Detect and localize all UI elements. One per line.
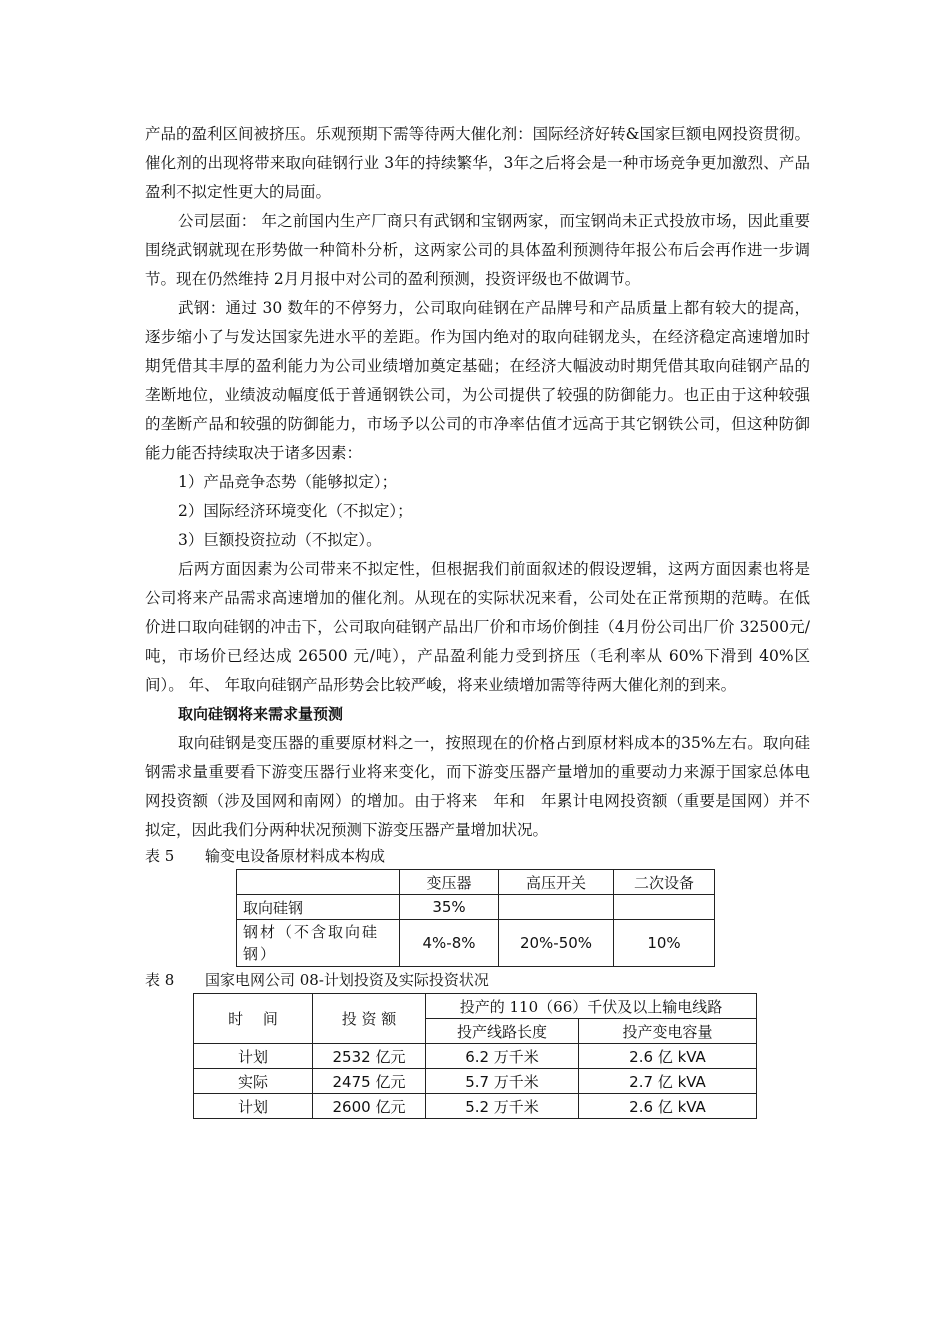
table-8-title: 国家电网公司 08-计划投资及实际投资状况 bbox=[205, 971, 489, 989]
table-5-caption bbox=[145, 845, 810, 867]
list-item: 2）国际经济环境变化（不拟定）； bbox=[178, 502, 413, 520]
table-row bbox=[237, 895, 715, 920]
table-header-cell: 投产变电容量 bbox=[579, 1019, 757, 1044]
table-5-number: 表 5 bbox=[145, 847, 175, 865]
table-cell: 2532 亿元 bbox=[313, 1044, 426, 1069]
table-8-caption bbox=[145, 969, 810, 991]
table-row bbox=[194, 1094, 757, 1119]
table-cell bbox=[499, 895, 614, 920]
paragraph-outlook: 后两方面因素为公司带来不拟定性，但根据我们前面叙述的假设逻辑，这两方面因素也将是公司将来产品需求高速增加的催化剂。从现在的实际状况来看，公司处在正常预期的范畴。在低价进口取向硅钢的冲击下，公司取向硅钢产品出厂价和市场价倒挂（4月份公司出厂价 32500元/吨，市场价已经达成 26500 元/吨），产品盈利能力受到挤压（毛利率从 60%下滑到 40%区间）。 年、 年取向硅钢产品形势会比较严峻，将来业绩增加需等待两大催化剂的到来。 bbox=[145, 560, 810, 694]
table-header-cell: 投产的 110（66）千伏及以上输电线路 bbox=[426, 994, 757, 1019]
table-header-cell: 时 间 bbox=[194, 994, 313, 1044]
table-row bbox=[194, 1069, 757, 1094]
table-cell: 实际 bbox=[194, 1069, 313, 1094]
table-header-cell bbox=[237, 870, 400, 895]
table-row bbox=[237, 920, 715, 967]
table-header-cell: 二次设备 bbox=[614, 870, 715, 895]
paragraph-1: 产品的盈利区间被挤压。乐观预期下需等待两大催化剂：国际经济好转&国家巨额电网投资贯彻。催化剂的出现将带来取向硅钢行业 3年的持续繁华，3年之后将会是一种市场竞争更加激烈、产品盈利不拟定性更大的局面。 bbox=[145, 125, 810, 201]
table-cell: 4%-8% bbox=[400, 920, 499, 967]
table-row bbox=[194, 1044, 757, 1069]
table-cell: 5.2 万千米 bbox=[426, 1094, 579, 1119]
table-cell: 取向硅钢 bbox=[237, 895, 400, 920]
table-header-row bbox=[194, 994, 757, 1019]
paragraph-company-level: 公司层面： 年之前国内生产厂商只有武钢和宝钢两家，而宝钢尚未正式投放市场，因此重要围绕武钢就现在形势做一种简朴分析，这两家公司的具体盈利预测待年报公布后会再作进一步调节。现在仍然维持 2月月报中对公司的盈利预测，投资评级也不做调节。 bbox=[145, 212, 810, 288]
table-8-number: 表 8 bbox=[145, 971, 175, 989]
table-cell: 计划 bbox=[194, 1094, 313, 1119]
table-8 bbox=[193, 993, 757, 1119]
table-header-row bbox=[237, 870, 715, 895]
table-header-cell: 高压开关 bbox=[499, 870, 614, 895]
table-header-cell: 投 资 额 bbox=[313, 994, 426, 1044]
table-header-cell: 变压器 bbox=[400, 870, 499, 895]
table-cell: 钢材（不含取向硅钢） bbox=[237, 920, 400, 967]
table-cell: 5.7 万千米 bbox=[426, 1069, 579, 1094]
section-heading: 取向硅钢将来需求量预测 bbox=[178, 705, 344, 723]
table-cell: 计划 bbox=[194, 1044, 313, 1069]
table-cell: 20%-50% bbox=[499, 920, 614, 967]
table-cell: 2.6 亿 kVA bbox=[579, 1044, 757, 1069]
list-item: 1）产品竞争态势（能够拟定）； bbox=[178, 473, 398, 491]
table-cell: 10% bbox=[614, 920, 715, 967]
document-page bbox=[145, 120, 810, 1119]
table-header-cell: 投产线路长度 bbox=[426, 1019, 579, 1044]
table-cell: 2.6 亿 kVA bbox=[579, 1094, 757, 1119]
table-cell bbox=[614, 895, 715, 920]
table-5-title: 输变电设备原材料成本构成 bbox=[205, 847, 386, 865]
table-cell: 2475 亿元 bbox=[313, 1069, 426, 1094]
table-5 bbox=[236, 869, 715, 967]
list-item: 3）巨额投资拉动（不拟定）。 bbox=[178, 531, 382, 549]
table-cell: 6.2 万千米 bbox=[426, 1044, 579, 1069]
table-cell: 35% bbox=[400, 895, 499, 920]
paragraph-wisco: 武钢：通过 30 数年的不停努力，公司取向硅钢在产品牌号和产品质量上都有较大的提高，逐步缩小了与发达国家先进水平的差距。作为国内绝对的取向硅钢龙头，在经济稳定高速增加时期凭借其丰厚的盈利能力为公司业绩增加奠定基础；在经济大幅波动时期凭借其取向硅钢产品的垄断地位，业绩波动幅度低于普通钢铁公司，为公司提供了较强的防御能力。也正由于这种较强的垄断产品和较强的防御能力，市场予以公司的市净率估值才远高于其它钢铁公司，但这种防御能力能否持续取决于诸多因素： bbox=[145, 299, 810, 462]
table-cell: 2.7 亿 kVA bbox=[579, 1069, 757, 1094]
table-cell: 2600 亿元 bbox=[313, 1094, 426, 1119]
paragraph-demand: 取向硅钢是变压器的重要原材料之一，按照现在的价格占到原材料成本的35%左右。取向硅钢需求量重要看下游变压器行业将来变化，而下游变压器产量增加的重要动力来源于国家总体电网投资额（涉及国网和南网）的增加。由于将来 年和 年累计电网投资额（重要是国网）并不拟定，因此我们分两种状况预测下游变压器产量增加状况。 bbox=[145, 734, 810, 839]
